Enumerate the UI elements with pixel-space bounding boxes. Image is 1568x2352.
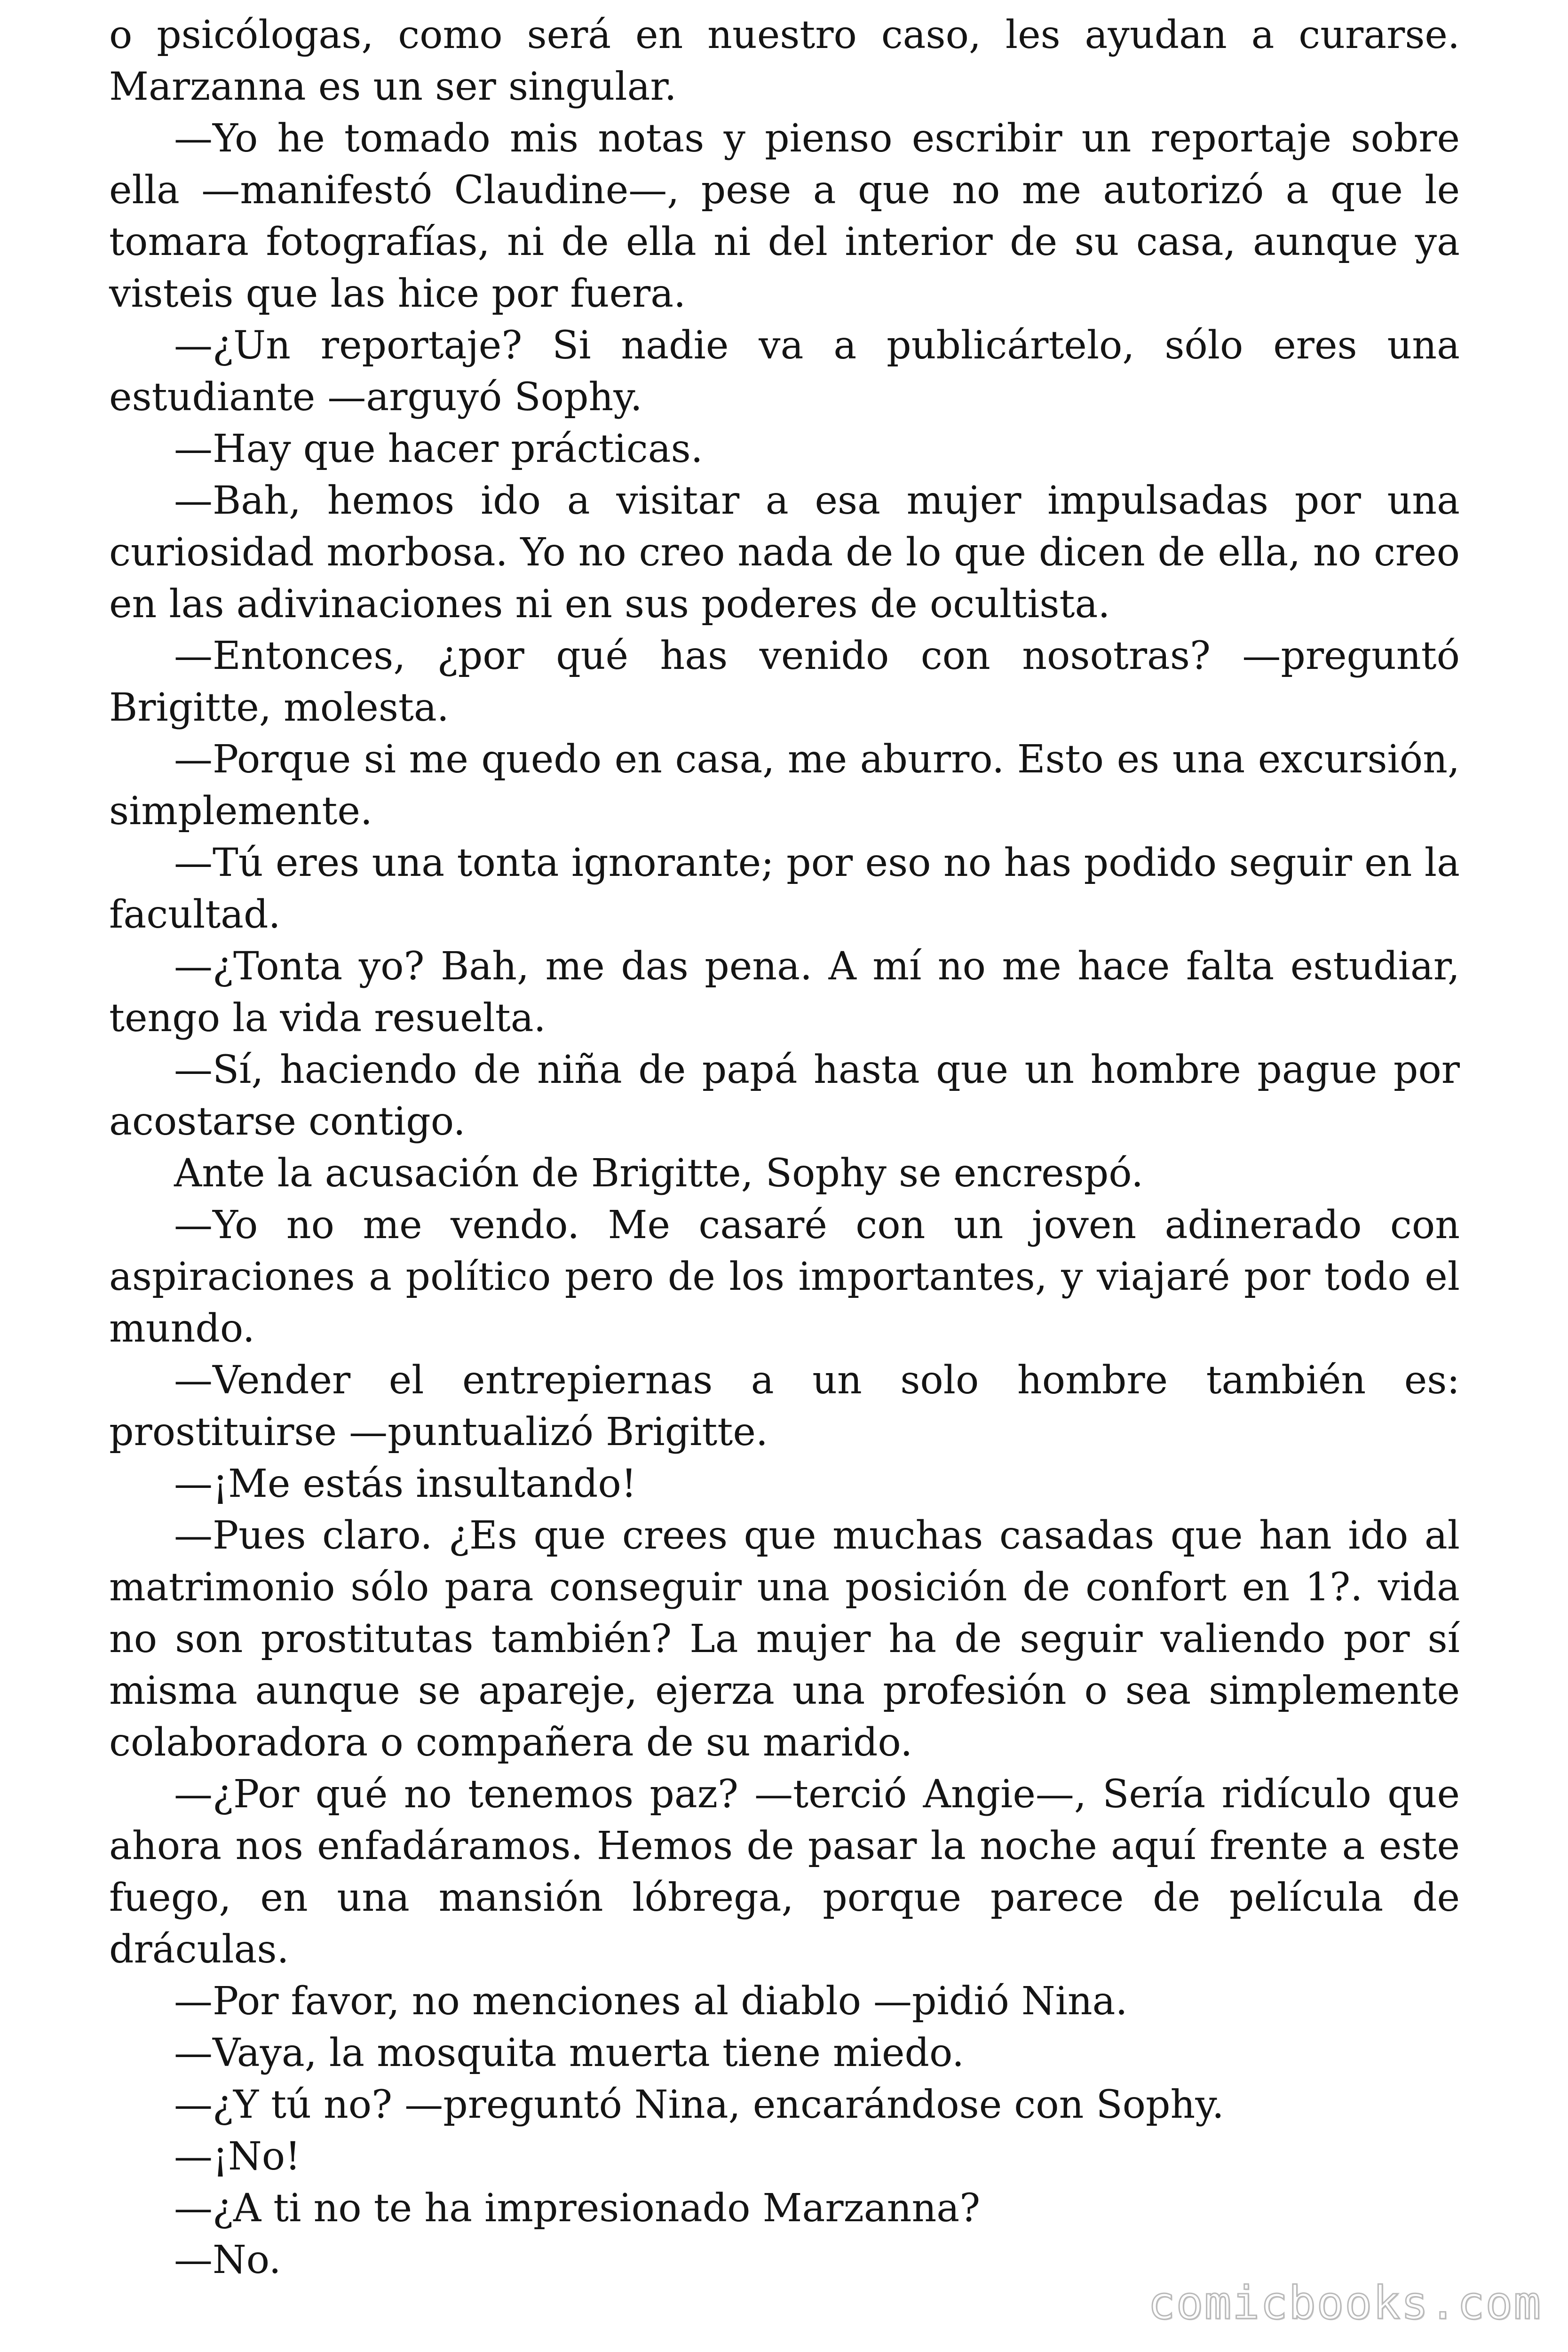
paragraph: —Sí, haciendo de niña de papá hasta que un hombre pague por acostarse contigo. xyxy=(109,1048,1460,1144)
watermark: comicbooks.com xyxy=(1148,2277,1542,2329)
book-page-text xyxy=(109,9,1460,2286)
paragraph: —Por favor, no menciones al diablo —pidió Nina. xyxy=(174,1979,1128,2024)
paragraph: —¿Por qué no tenemos paz? —terció Angie—, Sería ridículo que ahora nos enfadáramos. Hemos de pasar la noche aquí frente a este fuego, en una mansión lóbrega, porque parece de película de dráculas. xyxy=(109,1772,1460,1972)
paragraph: Ante la acusación de Brigitte, Sophy se encrespó. xyxy=(174,1151,1144,1196)
paragraph: —¡No! xyxy=(174,2134,301,2179)
paragraph: —¿Y tú no? —preguntó Nina, encarándose con Sophy. xyxy=(174,2082,1224,2127)
paragraph: —Bah, hemos ido a visitar a esa mujer impulsadas por una curiosidad morbosa. Yo no creo nada de lo que dicen de ella, no creo en las adivinaciones ni en sus poderes de ocultista. xyxy=(109,478,1460,627)
paragraph: —¡Me estás insultando! xyxy=(174,1462,637,1506)
paragraph: —Vender el entrepiernas a un solo hombre también es: prostituirse —puntualizó Brigitte. xyxy=(109,1358,1460,1454)
paragraph: —No. xyxy=(174,2238,281,2282)
paragraph: —¿Un reportaje? Si nadie va a publicártelo, sólo eres una estudiante —arguyó Sophy. xyxy=(109,323,1460,420)
paragraph: —Vaya, la mosquita muerta tiene miedo. xyxy=(174,2031,965,2075)
paragraph: —¿Tonta yo? Bah, me das pena. A mí no me hace falta estudiar, tengo la vida resuelta. xyxy=(109,944,1460,1041)
paragraph: —Entonces, ¿por qué has venido con nosotras? —preguntó Brigitte, molesta. xyxy=(109,634,1460,730)
paragraph: —Porque si me quedo en casa, me aburro. Esto es una excursión, simplemente. xyxy=(109,737,1460,834)
paragraph: —Yo no me vendo. Me casaré con un joven adinerado con aspiraciones a político pero de los importantes, y viajaré por todo el mundo. xyxy=(109,1203,1460,1351)
paragraph: —¿A ti no te ha impresionado Marzanna? xyxy=(174,2186,981,2231)
paragraph: —Pues claro. ¿Es que crees que muchas casadas que han ido al matrimonio sólo para conseguir una posición de confort en 1?. vida no son prostitutas también? La mujer ha de seguir valiendo por sí misma aunque se apareje, ejerza una profesión o sea simplemente colaboradora o compañera de su marido. xyxy=(109,1513,1460,1765)
paragraph: —Tú eres una tonta ignorante; por eso no has podido seguir en la facultad. xyxy=(109,841,1460,937)
paragraph: —Hay que hacer prácticas. xyxy=(174,427,703,471)
paragraph: —Yo he tomado mis notas y pienso escribir un reportaje sobre ella —manifestó Claudine—, pese a que no me autorizó a que le tomara fotografías, ni de ella ni del interior de su casa, aunque ya visteis que las hice por fuera. xyxy=(109,116,1460,316)
paragraph: o psicólogas, como será en nuestro caso, les ayudan a curarse. Marzanna es un ser singular. xyxy=(109,13,1460,109)
